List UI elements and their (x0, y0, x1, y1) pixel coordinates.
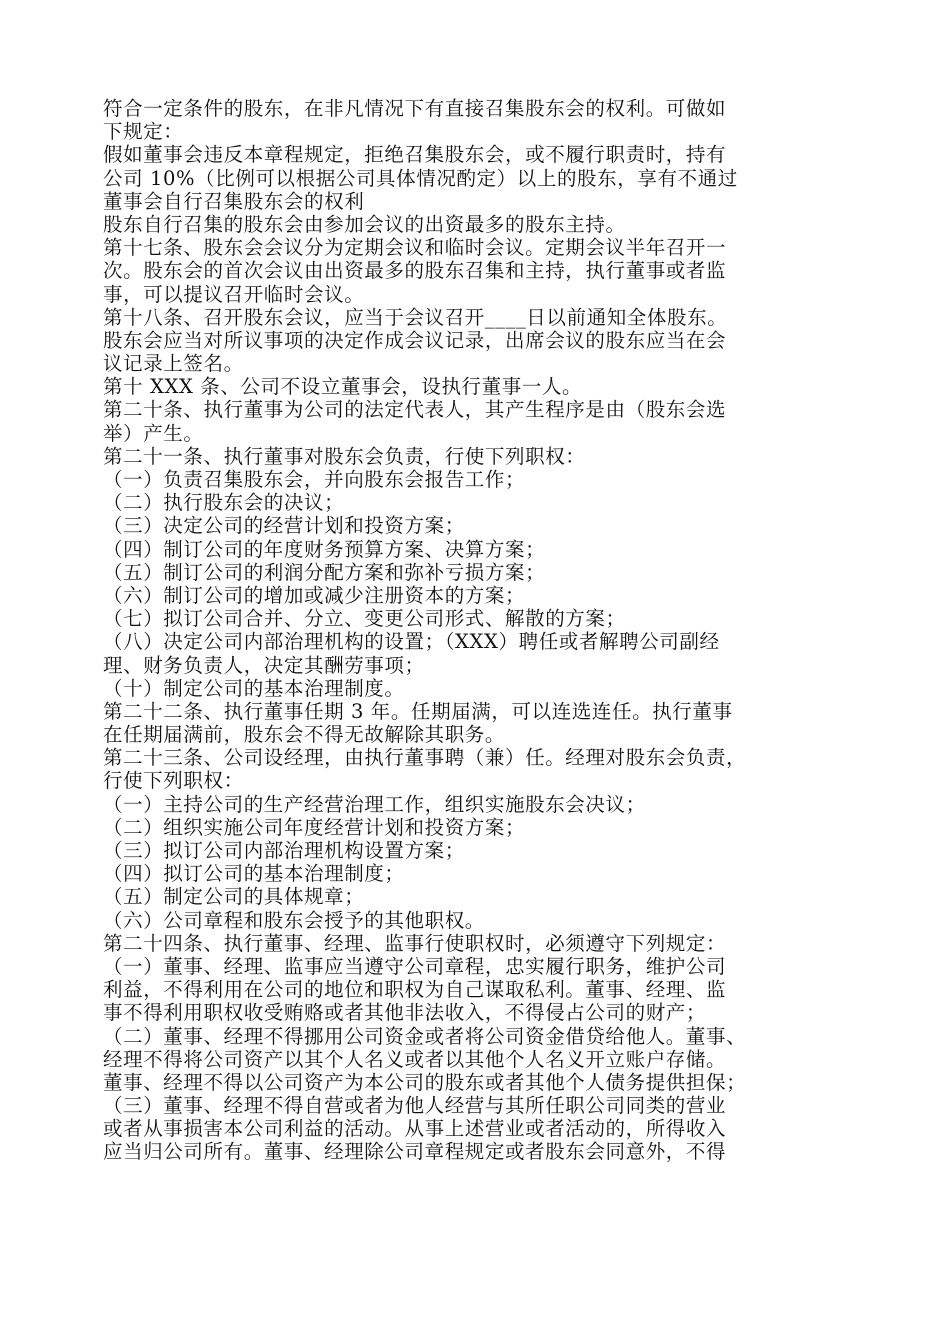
text-line: （一）董事、经理、监事应当遵守公司章程，忠实履行职务，维护公司 (103, 954, 727, 978)
text-line: （二）组织实施公司年度经营计划和投资方案； (103, 815, 526, 839)
text-line: 在任期届满前，股东会不得无故解除其职务。 (103, 723, 506, 747)
text-line: 董事会自行召集股东会的权利 (103, 189, 365, 213)
document-page (103, 97, 853, 1164)
text-line: （二）董事、经理不得挪用公司资金或者将公司资金借贷给他人。董事、 (103, 1024, 747, 1048)
text-line: 第十八条、召开股东会议，应当于会议召开____日以前通知全体股东。 (103, 305, 728, 329)
text-line: （六）公司章程和股东会授予的其他职权。 (103, 908, 485, 932)
text-line: （六）制订公司的增加或减少注册资本的方案； (103, 583, 526, 607)
text-line: （四）制订公司的年度财务预算方案、决算方案； (103, 537, 546, 561)
text-line: 行使下列职权： (103, 769, 244, 793)
text-line: 第二十三条、公司设经理，由执行董事聘（兼）任。经理对股东会负责， (103, 746, 747, 770)
text-line: 次。股东会的首次会议由出资最多的股东召集和主持，执行董事或者监 (103, 259, 727, 283)
text-line: 股东会应当对所议事项的决定作成会议记录，出席会议的股东应当在会 (103, 328, 727, 352)
text-line: （八）决定公司内部治理机构的设置；（XXX）聘任或者解聘公司副经 (103, 630, 720, 654)
text-line: （五）制定公司的具体规章； (103, 885, 365, 909)
text-line: 第二十四条、执行董事、经理、监事行使职权时，必须遵守下列规定： (103, 931, 727, 955)
text-line: （二）执行股东会的决议； (103, 491, 345, 515)
text-line: 符合一定条件的股东，在非凡情况下有直接召集股东会的权利。可做如 (103, 97, 727, 120)
text-line: 经理不得将公司资产以其个人名义或者以其他个人名义开立账户存储。 (103, 1047, 727, 1071)
text-line: （一）主持公司的生产经营治理工作，组织实施股东会决议； (103, 792, 646, 816)
text-line: 议记录上签名。 (103, 352, 244, 376)
text-line: （一）负责召集股东会，并向股东会报告工作； (103, 468, 526, 491)
text-line: 事不得利用职权收受贿赂或者其他非法收入，不得侵占公司的财产； (103, 1001, 707, 1025)
text-line: （三）决定公司的经营计划和投资方案； (103, 514, 465, 538)
text-line: （五）制订公司的利润分配方案和弥补亏损方案； (103, 560, 546, 584)
text-line: （十）制定公司的基本治理制度。 (103, 676, 405, 700)
text-line: 事，可以提议召开临时会议。 (103, 282, 365, 306)
text-line: （三）拟订公司内部治理机构设置方案； (103, 839, 465, 862)
text-line: 利益，不得利用在公司的地位和职权为自己谋取私利。董事、经理、监 (103, 978, 727, 1002)
text-line: （三）董事、经理不得自营或者为他人经营与其所任职公司同类的营业 (103, 1094, 727, 1118)
text-line: 董事、经理不得以公司资产为本公司的股东或者其他个人债务提供担保； (103, 1070, 747, 1094)
text-line: 第二十二条、执行董事任期 3 年。任期届满，可以连选连任。执行董事 (103, 699, 733, 723)
text-line: 应当归公司所有。董事、经理除公司章程规定或者股东会同意外，不得 (103, 1140, 727, 1164)
text-line: 理、财务负责人，决定其酬劳事项； (103, 653, 425, 677)
text-line: （七）拟订公司合并、分立、变更公司形式、解散的方案； (103, 607, 626, 631)
text-line: 举）产生。 (103, 421, 204, 445)
text-line: 股东自行召集的股东会由参加会议的出资最多的股东主持。 (103, 212, 626, 236)
text-line: 公司 10%（比例可以根据公司具体情况酌定）以上的股东，享有不通过 (103, 166, 738, 190)
text-line: 第十 XXX 条、公司不设立董事会，设执行董事一人。 (103, 375, 583, 399)
text-line: 或者从事损害本公司利益的活动。从事上述营业或者活动的，所得收入 (103, 1117, 727, 1141)
text-line: （四）拟订公司的基本治理制度； (103, 862, 405, 886)
text-line: 下规定： (103, 120, 184, 144)
text-line: 第二十一条、执行董事对股东会负责，行使下列职权： (103, 444, 586, 468)
text-line: 第十七条、股东会会议分为定期会议和临时会议。定期会议半年召开一 (103, 236, 727, 260)
text-line: 第二十条、执行董事为公司的法定代表人，其产生程序是由（股东会选 (103, 398, 727, 422)
text-line: 假如董事会违反本章程规定，拒绝召集股东会，或不履行职责时，持有 (103, 143, 727, 167)
